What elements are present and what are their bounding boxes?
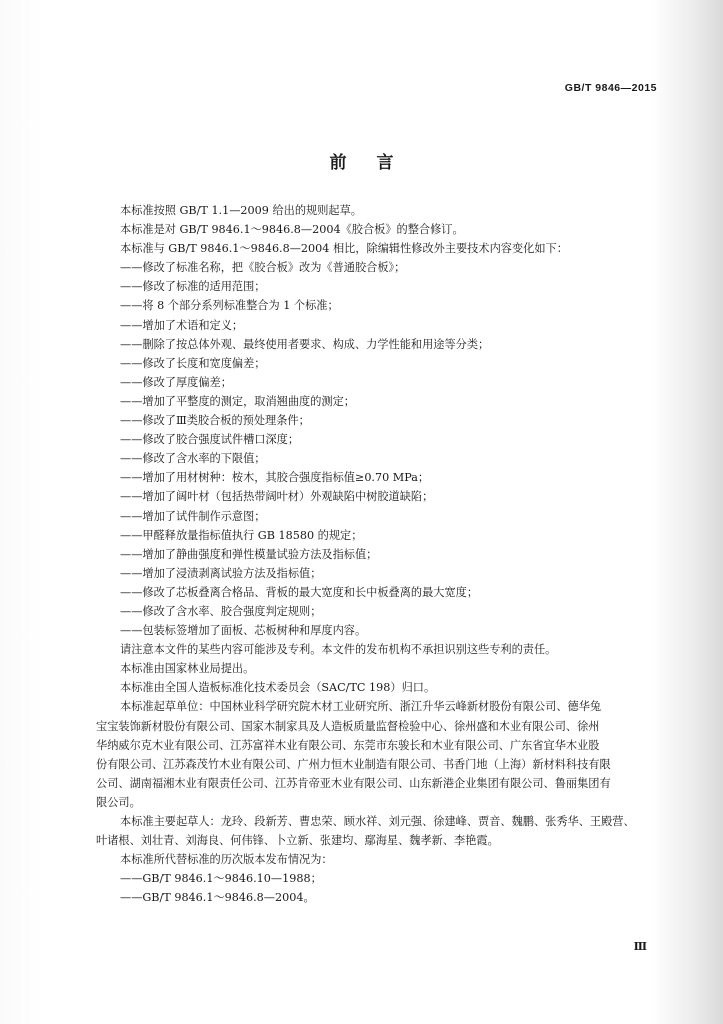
drafting-units-line: 本标准起草单位：中国林业科学研究院木材工业研究所、浙江升华云峰新材股份有限公司、德华兔 (120, 700, 602, 714)
change-item: ——增加了平整度的测定，取消翘曲度的测定； (120, 394, 355, 408)
standard-code: GB/T 9846—2015 (564, 82, 657, 94)
change-item: ——修改了长度和宽度偏差； (120, 356, 266, 370)
foreword-line: 本标准按照 GB/T 1.1—2009 给出的规则起草。 (120, 204, 362, 217)
change-item: ——甲醛释放量指标值执行 GB 18580 的规定； (120, 528, 363, 542)
foreword-body (96, 201, 656, 907)
change-item: ——修改了胶合强度试件槽口深度； (120, 433, 300, 447)
drafting-units-line: 华纳威尔克木业有限公司、江苏富祥木业有限公司、东莞市东骏长和木业有限公司、广东省宜华木业股 (96, 738, 600, 752)
change-item: ——包装标签增加了面板、芯板树种和厚度内容。 (120, 624, 367, 638)
drafters-paragraph (96, 812, 656, 850)
change-item: ——修改了Ⅲ类胶合板的预处理条件； (120, 414, 310, 428)
history-item: ——GB/T 9846.1～9846.10—1988； (120, 872, 322, 886)
drafting-units-paragraph (96, 697, 656, 812)
change-item: ——修改了芯板叠离合格品、背板的最大宽度和长中板叠离的最大宽度； (120, 585, 479, 599)
change-item: ——修改了标准的适用范围； (120, 280, 266, 294)
drafting-units-line: 限公司。 (96, 795, 141, 809)
change-item: ——增加了试件制作示意图； (120, 509, 266, 523)
page-number: Ⅲ (633, 940, 647, 953)
patent-notice: 请注意本文件的某些内容可能涉及专利。本文件的发布机构不承担识别这些专利的责任。 (120, 643, 557, 657)
change-item: ——增加了术语和定义； (120, 318, 244, 332)
change-item: ——修改了含水率、胶合强度判定规则； (120, 604, 322, 618)
change-item: ——增加了用材树种：桉木，其胶合强度指标值≥0.70 MPa； (120, 471, 430, 485)
change-item: ——修改了含水率的下限值； (120, 452, 266, 466)
change-item: ——增加了阔叶材（包括热带阔叶材）外观缺陷中树胶道缺陷； (120, 490, 434, 504)
drafting-units-line: 宝宝装饰新材股份有限公司、国家木制家具及人造板质量监督检验中心、徐州盛和木业有限公司、徐州 (96, 719, 600, 733)
drafters-line: 叶诸根、刘壮青、刘海良、何伟锋、卜立新、张建均、鄢海星、魏孝新、李艳霞。 (96, 834, 499, 848)
drafting-units-line: 份有限公司、江苏森茂竹木业有限公司、广州力恒木业制造有限公司、书香门地（上海）新材料科技有限 (96, 757, 611, 771)
history-item: ——GB/T 9846.1～9846.8—2004。 (120, 891, 315, 905)
committee-line: 本标准由全国人造板标准化技术委员会（SAC/TC 198）归口。 (120, 681, 436, 695)
change-item: ——修改了标准名称，把《胶合板》改为《普通胶合板》； (120, 261, 406, 275)
drafting-units-line: 公司、湖南福湘木业有限责任公司、江苏肯帝亚木业有限公司、山东新港企业集团有限公司、鲁丽集团有 (96, 776, 611, 790)
page-title: 前言 (329, 153, 424, 173)
change-item: ——修改了厚度偏差； (120, 375, 232, 389)
foreword-line: 本标准是对 GB/T 9846.1～9846.8—2004《胶合板》的整合修订。 (120, 223, 464, 237)
drafters-line: 本标准主要起草人：龙玲、段新芳、曹忠荣、顾水祥、刘元强、徐建峰、贾音、魏鹏、张秀华、王殿营、 (120, 815, 635, 828)
proposer-line: 本标准由国家林业局提出。 (120, 662, 255, 676)
change-item: ——增加了浸渍剥离试验方法及指标值； (120, 566, 322, 580)
history-intro: 本标准所代替标准的历次版本发布情况为： (120, 853, 333, 867)
change-item: ——删除了按总体外观、最终使用者要求、构成、力学性能和用途等分类； (120, 337, 490, 351)
foreword-line: 本标准与 GB/T 9846.1～9846.8—2004 相比，除编辑性修改外主要技术内容变化如下： (120, 242, 568, 256)
change-item: ——将 8 个部分系列标准整合为 1 个标准； (120, 299, 339, 313)
change-item: ——增加了静曲强度和弹性模量试验方法及指标值； (120, 547, 378, 561)
